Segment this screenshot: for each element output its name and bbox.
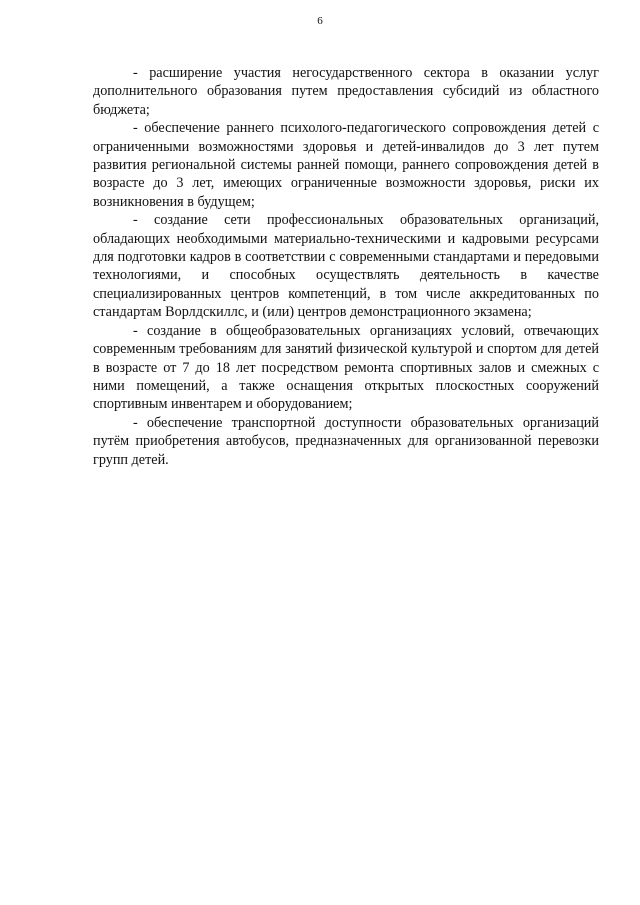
paragraph-professional-organizations: - создание сети профессиональных образовательных организаций, обладающих необходимыми материально-техническими и кадровыми ресурсами для подготовки кадров в соответствии с современными стандартами и передовыми технологиями, и способных осуществлять деятельность в качестве специализированных центров компетенций, в том числе аккредитованных по стандартам Ворлдскиллс, и (или) центров демонстрационного экзамена; [93, 212, 599, 321]
paragraph-private-sector-subsidies: - расширение участия негосударственного сектора в оказании услуг дополнительного образования путем предоставления субсидий из областного бюджета; [93, 65, 599, 118]
document-body [93, 64, 599, 469]
paragraph-sports-conditions: - создание в общеобразовательных организациях условий, отвечающих современным требованиям для занятий физической культурой и спортом для детей в возрасте от 7 до 18 лет посредством ремонта спортивных залов и смежных с ними помещений, а также оснащения открытых плоскостных сооружений спортивным инвентарем и оборудованием; [93, 322, 599, 413]
paragraph-transport-accessibility: - обеспечение транспортной доступности образовательных организаций путём приобретения автобусов, предназначенных для организованной перевозки групп детей. [93, 414, 599, 468]
page-number: 6 [317, 15, 323, 27]
paragraph-early-support: - обеспечение раннего психолого-педагогического сопровождения детей с ограниченными возможностями здоровья и детей-инвалидов до 3 лет путем развития региональной системы ранней помощи, раннего сопровождения детей в возрасте до 3 лет, имеющих ограниченные возможности здоровья, риски их возникновения в будущем; [93, 120, 599, 210]
